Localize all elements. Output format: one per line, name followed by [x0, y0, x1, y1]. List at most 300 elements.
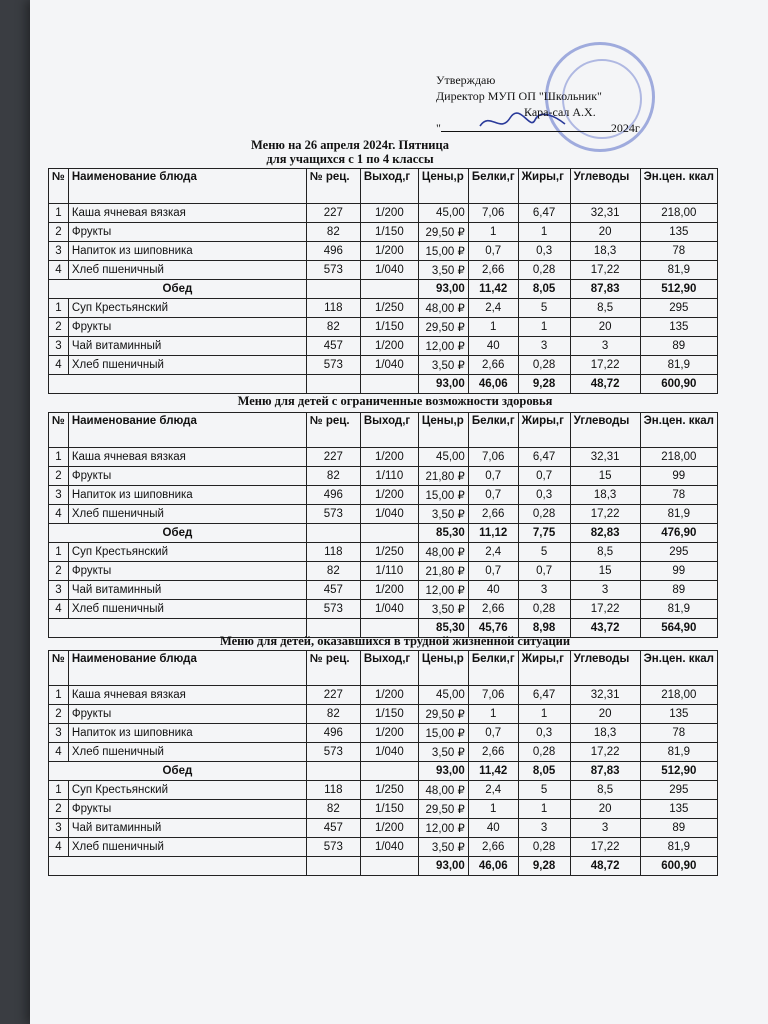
cell-price: 12,00 ₽ — [418, 337, 468, 356]
cell-num: 2 — [49, 318, 69, 337]
cell-fat: 1 — [518, 318, 570, 337]
cell-fat: 6,47 — [518, 204, 570, 223]
table-row — [49, 356, 718, 375]
header-kcal: Эн.цен. ккал — [640, 413, 717, 448]
cell-dish: Чай витаминный — [68, 581, 306, 600]
cell-dish: Хлеб пшеничный — [68, 600, 306, 619]
cell-fat: 1 — [518, 223, 570, 242]
header-recipe: № рец. — [306, 651, 360, 686]
cell-fat: 6,47 — [518, 448, 570, 467]
cell-dish: Фрукты — [68, 705, 306, 724]
cell-portion — [360, 762, 418, 781]
table-row — [49, 223, 718, 242]
cell-num: 1 — [49, 781, 69, 800]
cell-portion: 1/200 — [360, 686, 418, 705]
header-price: Цены,р — [418, 651, 468, 686]
cell-dish: Каша ячневая вязкая — [68, 686, 306, 705]
cell-num: 1 — [49, 543, 69, 562]
cell-price: 45,00 — [418, 448, 468, 467]
cell-carbs: 87,83 — [570, 762, 640, 781]
cell-portion: 1/200 — [360, 448, 418, 467]
cell-portion — [360, 280, 418, 299]
cell-price: 29,50 ₽ — [418, 318, 468, 337]
cell-price: 3,50 ₽ — [418, 356, 468, 375]
table-header-row — [49, 413, 718, 448]
cell-portion: 1/110 — [360, 562, 418, 581]
cell-price: 12,00 ₽ — [418, 581, 468, 600]
cell-price: 48,00 ₽ — [418, 299, 468, 318]
header-num: № — [49, 651, 69, 686]
cell-portion: 1/200 — [360, 242, 418, 261]
menu-table — [48, 168, 718, 394]
cell-portion: 1/200 — [360, 819, 418, 838]
cell-carbs: 17,22 — [570, 600, 640, 619]
cell-kcal: 81,9 — [640, 743, 717, 762]
header-carbs: Углеводы — [570, 651, 640, 686]
table-row — [49, 819, 718, 838]
header-protein: Белки,г — [468, 413, 518, 448]
menu-table — [48, 650, 718, 876]
cell-num: 1 — [49, 204, 69, 223]
cell-kcal: 135 — [640, 705, 717, 724]
header-protein: Белки,г — [468, 169, 518, 204]
cell-kcal: 600,90 — [640, 375, 717, 394]
cell-protein: 45,76 — [468, 619, 518, 638]
cell-dish: Чай витаминный — [68, 819, 306, 838]
cell-recipe: 457 — [306, 581, 360, 600]
cell-price: 15,00 ₽ — [418, 724, 468, 743]
cell-fat: 7,75 — [518, 524, 570, 543]
cell-recipe: 573 — [306, 743, 360, 762]
cell-price: 29,50 ₽ — [418, 223, 468, 242]
cell-recipe: 573 — [306, 356, 360, 375]
cell-fat: 3 — [518, 581, 570, 600]
cell-protein: 46,06 — [468, 375, 518, 394]
cell-carbs: 20 — [570, 223, 640, 242]
cell-carbs: 20 — [570, 318, 640, 337]
table-row — [49, 838, 718, 857]
cell-portion: 1/040 — [360, 356, 418, 375]
cell-dish: Хлеб пшеничный — [68, 505, 306, 524]
cell-carbs: 8,5 — [570, 299, 640, 318]
cell-protein: 0,7 — [468, 724, 518, 743]
cell-carbs: 3 — [570, 337, 640, 356]
cell-portion: 1/150 — [360, 318, 418, 337]
cell-carbs: 48,72 — [570, 857, 640, 876]
cell-recipe: 82 — [306, 318, 360, 337]
cell-protein: 2,4 — [468, 781, 518, 800]
approval-name: Кара-сал А.Х. — [524, 105, 596, 119]
cell-portion: 1/250 — [360, 299, 418, 318]
table-row — [49, 337, 718, 356]
cell-carbs: 87,83 — [570, 280, 640, 299]
cell-recipe: 227 — [306, 686, 360, 705]
cell-num: 4 — [49, 505, 69, 524]
header-carbs: Углеводы — [570, 169, 640, 204]
cell-portion — [360, 524, 418, 543]
cell-kcal: 81,9 — [640, 600, 717, 619]
cell-recipe: 573 — [306, 838, 360, 857]
cell-price: 85,30 — [418, 524, 468, 543]
cell-protein: 40 — [468, 819, 518, 838]
cell-recipe: 227 — [306, 204, 360, 223]
table-row — [49, 505, 718, 524]
header-recipe: № рец. — [306, 413, 360, 448]
cell-portion: 1/150 — [360, 800, 418, 819]
cell-carbs: 3 — [570, 581, 640, 600]
cell-dish: Хлеб пшеничный — [68, 356, 306, 375]
cell-price: 45,00 — [418, 204, 468, 223]
cell-num: 1 — [49, 299, 69, 318]
header-fat: Жиры,г — [518, 169, 570, 204]
cell-kcal: 81,9 — [640, 261, 717, 280]
cell-label: Обед — [49, 524, 307, 543]
cell-portion: 1/200 — [360, 724, 418, 743]
cell-recipe: 573 — [306, 600, 360, 619]
cell-fat: 5 — [518, 543, 570, 562]
cell-kcal: 512,90 — [640, 762, 717, 781]
cell-fat: 1 — [518, 800, 570, 819]
cell-portion: 1/200 — [360, 486, 418, 505]
cell-fat: 0,28 — [518, 743, 570, 762]
cell-fat: 0,28 — [518, 838, 570, 857]
cell-protein: 2,66 — [468, 356, 518, 375]
cell-protein: 2,66 — [468, 261, 518, 280]
cell-protein: 7,06 — [468, 204, 518, 223]
cell-num: 4 — [49, 261, 69, 280]
cell-portion: 1/040 — [360, 505, 418, 524]
cell-recipe — [306, 857, 360, 876]
cell-fat: 9,28 — [518, 375, 570, 394]
cell-recipe — [306, 375, 360, 394]
total-row — [49, 375, 718, 394]
cell-protein: 0,7 — [468, 562, 518, 581]
header-dish: Наименование блюда — [68, 169, 306, 204]
cell-protein: 46,06 — [468, 857, 518, 876]
cell-recipe: 227 — [306, 448, 360, 467]
cell-kcal: 99 — [640, 562, 717, 581]
cell-protein: 0,7 — [468, 467, 518, 486]
cell-dish: Чай витаминный — [68, 337, 306, 356]
cell-protein: 0,7 — [468, 486, 518, 505]
cell-dish: Фрукты — [68, 318, 306, 337]
header-portion: Выход,г — [360, 169, 418, 204]
cell-recipe: 82 — [306, 467, 360, 486]
table-row — [49, 686, 718, 705]
cell-portion: 1/200 — [360, 581, 418, 600]
cell-price: 15,00 ₽ — [418, 242, 468, 261]
cell-carbs: 32,31 — [570, 686, 640, 705]
table-row — [49, 543, 718, 562]
cell-dish: Напиток из шиповника — [68, 724, 306, 743]
cell-carbs: 18,3 — [570, 486, 640, 505]
cell-portion: 1/200 — [360, 204, 418, 223]
cell-num: 1 — [49, 686, 69, 705]
cell-portion: 1/040 — [360, 600, 418, 619]
cell-recipe — [306, 524, 360, 543]
cell-recipe: 496 — [306, 486, 360, 505]
cell-dish: Суп Крестьянский — [68, 543, 306, 562]
cell-recipe: 82 — [306, 223, 360, 242]
cell-protein: 7,06 — [468, 686, 518, 705]
cell-dish: Каша ячневая вязкая — [68, 448, 306, 467]
cell-kcal: 135 — [640, 318, 717, 337]
cell-num: 1 — [49, 448, 69, 467]
cell-protein: 40 — [468, 581, 518, 600]
cell-carbs: 17,22 — [570, 743, 640, 762]
cell-kcal: 135 — [640, 800, 717, 819]
cell-carbs: 32,31 — [570, 204, 640, 223]
cell-carbs: 43,72 — [570, 619, 640, 638]
header-price: Цены,р — [418, 169, 468, 204]
cell-price: 12,00 ₽ — [418, 819, 468, 838]
cell-dish: Хлеб пшеничный — [68, 743, 306, 762]
cell-carbs: 8,5 — [570, 543, 640, 562]
cell-fat: 0,3 — [518, 486, 570, 505]
cell-fat: 1 — [518, 705, 570, 724]
section-heading: Меню для детей, оказавшихся в трудной жизненной ситуации — [219, 634, 571, 648]
cell-protein: 40 — [468, 337, 518, 356]
cell-carbs: 32,31 — [570, 448, 640, 467]
approval-date: " 2024г — [436, 121, 640, 135]
table-row — [49, 318, 718, 337]
table-row — [49, 724, 718, 743]
cell-num: 4 — [49, 600, 69, 619]
lunch-subtotal-row — [49, 762, 718, 781]
cell-kcal: 89 — [640, 581, 717, 600]
cell-dish: Фрукты — [68, 467, 306, 486]
cell-num: 2 — [49, 562, 69, 581]
cell-fat: 8,98 — [518, 619, 570, 638]
cell-protein: 1 — [468, 318, 518, 337]
cell-protein: 11,12 — [468, 524, 518, 543]
cell-portion: 1/040 — [360, 743, 418, 762]
header-kcal: Эн.цен. ккал — [640, 169, 717, 204]
cell-protein: 1 — [468, 800, 518, 819]
cell-portion — [360, 375, 418, 394]
cell-kcal: 78 — [640, 242, 717, 261]
cell-recipe: 496 — [306, 242, 360, 261]
cell-recipe: 573 — [306, 261, 360, 280]
cell-price: 21,80 ₽ — [418, 562, 468, 581]
cell-carbs: 20 — [570, 800, 640, 819]
cell-dish: Фрукты — [68, 562, 306, 581]
header-num: № — [49, 413, 69, 448]
cell-price: 21,80 ₽ — [418, 467, 468, 486]
cell-recipe: 82 — [306, 562, 360, 581]
cell-recipe — [306, 762, 360, 781]
cell-kcal: 295 — [640, 299, 717, 318]
cell-kcal: 218,00 — [640, 686, 717, 705]
cell-portion: 1/250 — [360, 781, 418, 800]
cell-kcal: 600,90 — [640, 857, 717, 876]
cell-fat: 3 — [518, 337, 570, 356]
cell-carbs: 17,22 — [570, 261, 640, 280]
cell-num: 2 — [49, 800, 69, 819]
total-row — [49, 857, 718, 876]
table-row — [49, 204, 718, 223]
cell-portion: 1/250 — [360, 543, 418, 562]
cell-recipe: 118 — [306, 299, 360, 318]
cell-recipe: 118 — [306, 781, 360, 800]
cell-protein: 2,66 — [468, 743, 518, 762]
cell-fat: 5 — [518, 781, 570, 800]
cell-kcal: 81,9 — [640, 356, 717, 375]
cell-price: 3,50 ₽ — [418, 838, 468, 857]
cell-portion: 1/150 — [360, 705, 418, 724]
cell-dish: Фрукты — [68, 223, 306, 242]
cell-fat: 5 — [518, 299, 570, 318]
approval-title: Утверждаю — [436, 73, 496, 87]
cell-num: 2 — [49, 467, 69, 486]
cell-kcal: 295 — [640, 781, 717, 800]
cell-price: 15,00 ₽ — [418, 486, 468, 505]
header-price: Цены,р — [418, 413, 468, 448]
cell-portion: 1/110 — [360, 467, 418, 486]
cell-carbs: 82,83 — [570, 524, 640, 543]
table-row — [49, 448, 718, 467]
cell-carbs: 17,22 — [570, 356, 640, 375]
table-header-row — [49, 169, 718, 204]
cell-carbs: 8,5 — [570, 781, 640, 800]
cell-recipe: 573 — [306, 505, 360, 524]
cell-recipe: 118 — [306, 543, 360, 562]
cell-dish: Каша ячневая вязкая — [68, 204, 306, 223]
header-num: № — [49, 169, 69, 204]
cell-fat: 0,28 — [518, 600, 570, 619]
table-row — [49, 800, 718, 819]
cell-price: 93,00 — [418, 375, 468, 394]
cell-protein: 7,06 — [468, 448, 518, 467]
cell-protein: 2,66 — [468, 838, 518, 857]
cell-fat: 0,3 — [518, 724, 570, 743]
cell-price: 48,00 ₽ — [418, 781, 468, 800]
cell-num: 4 — [49, 838, 69, 857]
cell-dish: Хлеб пшеничный — [68, 838, 306, 857]
cell-num: 3 — [49, 819, 69, 838]
cell-carbs: 18,3 — [570, 242, 640, 261]
cell-fat: 6,47 — [518, 686, 570, 705]
cell-recipe: 457 — [306, 337, 360, 356]
cell-kcal: 564,90 — [640, 619, 717, 638]
table-row — [49, 743, 718, 762]
cell-label: Обед — [49, 762, 307, 781]
cell-dish: Фрукты — [68, 800, 306, 819]
table-row — [49, 486, 718, 505]
cell-fat: 0,28 — [518, 261, 570, 280]
cell-protein: 1 — [468, 705, 518, 724]
header-carbs: Углеводы — [570, 413, 640, 448]
cell-label: Обед — [49, 280, 307, 299]
cell-carbs: 18,3 — [570, 724, 640, 743]
cell-kcal: 218,00 — [640, 448, 717, 467]
cell-num: 3 — [49, 724, 69, 743]
cell-fat: 9,28 — [518, 857, 570, 876]
cell-kcal: 135 — [640, 223, 717, 242]
cell-recipe: 457 — [306, 819, 360, 838]
table-row — [49, 600, 718, 619]
cell-fat: 8,05 — [518, 280, 570, 299]
section-heading: Меню для детей с ограниченные возможности здоровья — [237, 394, 553, 408]
header-portion: Выход,г — [360, 651, 418, 686]
menu-table — [48, 412, 718, 638]
header-dish: Наименование блюда — [68, 413, 306, 448]
cell-kcal: 295 — [640, 543, 717, 562]
cell-protein: 0,7 — [468, 242, 518, 261]
cell-protein: 11,42 — [468, 762, 518, 781]
cell-carbs: 17,22 — [570, 505, 640, 524]
cell-dish: Суп Крестьянский — [68, 299, 306, 318]
lunch-subtotal-row — [49, 524, 718, 543]
cell-portion: 1/150 — [360, 223, 418, 242]
menu-title-audience: для учащихся с 1 по 4 классы — [266, 152, 434, 166]
cell-carbs: 20 — [570, 705, 640, 724]
cell-dish: Напиток из шиповника — [68, 486, 306, 505]
approval-block — [436, 72, 640, 136]
cell-price: 3,50 ₽ — [418, 505, 468, 524]
cell-price: 3,50 ₽ — [418, 743, 468, 762]
table-row — [49, 242, 718, 261]
header-portion: Выход,г — [360, 413, 418, 448]
cell-price: 93,00 — [418, 280, 468, 299]
cell-carbs: 3 — [570, 819, 640, 838]
cell-num: 3 — [49, 581, 69, 600]
cell-fat: 3 — [518, 819, 570, 838]
cell-price: 45,00 — [418, 686, 468, 705]
cell-num: 2 — [49, 705, 69, 724]
cell-portion — [360, 857, 418, 876]
cell-num: 3 — [49, 337, 69, 356]
cell-num: 4 — [49, 356, 69, 375]
menu-title — [130, 138, 570, 166]
cell-label — [49, 375, 307, 394]
cell-price: 29,50 ₽ — [418, 800, 468, 819]
cell-kcal: 89 — [640, 337, 717, 356]
table-row — [49, 299, 718, 318]
cell-price: 3,50 ₽ — [418, 261, 468, 280]
table-row — [49, 467, 718, 486]
cell-price: 93,00 — [418, 762, 468, 781]
cell-num: 3 — [49, 486, 69, 505]
cell-fat: 0,3 — [518, 242, 570, 261]
cell-protein: 11,42 — [468, 280, 518, 299]
cell-recipe — [306, 280, 360, 299]
cell-fat: 0,7 — [518, 467, 570, 486]
cell-kcal: 89 — [640, 819, 717, 838]
cell-kcal: 81,9 — [640, 505, 717, 524]
cell-kcal: 81,9 — [640, 838, 717, 857]
cell-kcal: 99 — [640, 467, 717, 486]
approval-position: Директор МУП ОП "Школьник" — [436, 89, 602, 103]
cell-carbs: 48,72 — [570, 375, 640, 394]
cell-num: 2 — [49, 223, 69, 242]
cell-price: 93,00 — [418, 857, 468, 876]
table-row — [49, 705, 718, 724]
cell-kcal: 512,90 — [640, 280, 717, 299]
cell-kcal: 476,90 — [640, 524, 717, 543]
cell-fat: 0,28 — [518, 356, 570, 375]
cell-recipe: 82 — [306, 705, 360, 724]
cell-portion: 1/200 — [360, 337, 418, 356]
cell-num: 3 — [49, 242, 69, 261]
cell-protein: 1 — [468, 223, 518, 242]
cell-fat: 0,28 — [518, 505, 570, 524]
lunch-subtotal-row — [49, 280, 718, 299]
cell-kcal: 78 — [640, 486, 717, 505]
cell-price: 3,50 ₽ — [418, 600, 468, 619]
table-row — [49, 581, 718, 600]
cell-carbs: 15 — [570, 467, 640, 486]
